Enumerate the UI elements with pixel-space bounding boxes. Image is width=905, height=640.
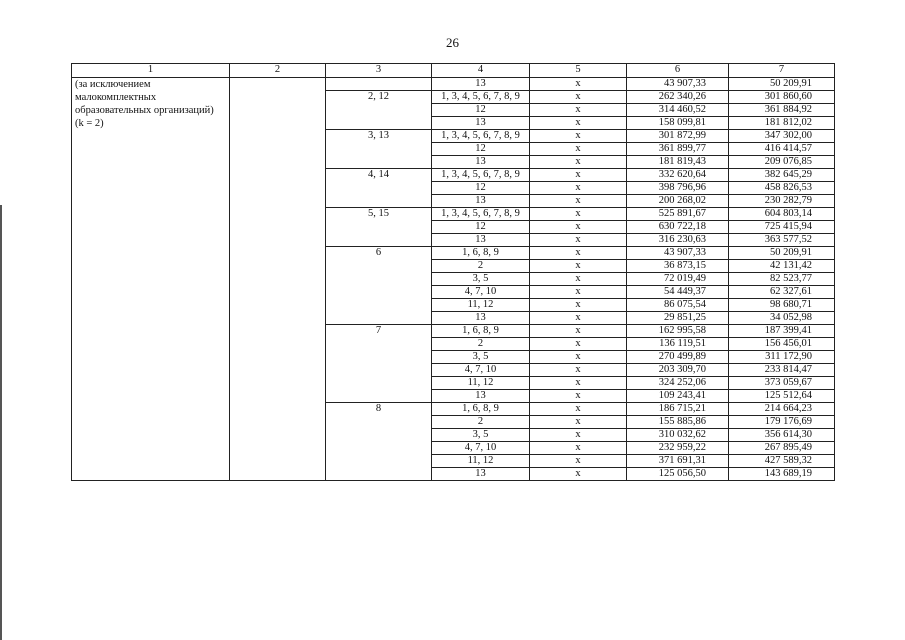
value-col6-cell: 361 899,77 — [627, 143, 729, 156]
marker-cell: х — [530, 429, 627, 442]
subgroup-code-cell: 13 — [432, 78, 530, 91]
value-col7-cell: 82 523,77 — [729, 273, 835, 286]
subgroup-code-cell: 4, 7, 10 — [432, 442, 530, 455]
data-table — [71, 63, 835, 481]
marker-cell: х — [530, 247, 627, 260]
subgroup-code-cell: 11, 12 — [432, 455, 530, 468]
subgroup-code-cell: 13 — [432, 390, 530, 403]
marker-cell: х — [530, 338, 627, 351]
subgroup-code-cell: 12 — [432, 104, 530, 117]
value-col7-cell: 50 209,91 — [729, 247, 835, 260]
value-col6-cell: 314 460,52 — [627, 104, 729, 117]
value-col6-cell: 332 620,64 — [627, 169, 729, 182]
value-col6-cell: 181 819,43 — [627, 156, 729, 169]
value-col6-cell: 232 959,22 — [627, 442, 729, 455]
subgroup-code-cell: 13 — [432, 468, 530, 481]
value-col7-cell: 427 589,32 — [729, 455, 835, 468]
value-col7-cell: 416 414,57 — [729, 143, 835, 156]
group-code-cell: 2, 12 — [326, 91, 432, 130]
header-cell-3: 3 — [326, 64, 432, 78]
value-col7-cell: 356 614,30 — [729, 429, 835, 442]
marker-cell: х — [530, 91, 627, 104]
value-col6-cell: 136 119,51 — [627, 338, 729, 351]
marker-cell: х — [530, 78, 627, 91]
header-cell-1: 1 — [72, 64, 230, 78]
value-col6-cell: 324 252,06 — [627, 377, 729, 390]
subgroup-code-cell: 4, 7, 10 — [432, 364, 530, 377]
value-col7-cell: 125 512,64 — [729, 390, 835, 403]
marker-cell: х — [530, 286, 627, 299]
marker-cell: х — [530, 169, 627, 182]
value-col6-cell: 630 722,18 — [627, 221, 729, 234]
marker-cell: х — [530, 104, 627, 117]
value-col6-cell: 310 032,62 — [627, 429, 729, 442]
category-description-cell: (за исключением малокомплектных образовательных организаций) (k = 2) — [72, 78, 230, 481]
value-col7-cell: 187 399,41 — [729, 325, 835, 338]
value-col6-cell: 36 873,15 — [627, 260, 729, 273]
subgroup-code-cell: 12 — [432, 182, 530, 195]
value-col6-cell: 54 449,37 — [627, 286, 729, 299]
value-col7-cell: 42 131,42 — [729, 260, 835, 273]
value-col6-cell: 43 907,33 — [627, 78, 729, 91]
page-number: 26 — [446, 35, 459, 50]
value-col7-cell: 347 302,00 — [729, 130, 835, 143]
value-col6-cell: 86 075,54 — [627, 299, 729, 312]
subgroup-code-cell: 11, 12 — [432, 299, 530, 312]
marker-cell: х — [530, 221, 627, 234]
value-col6-cell: 262 340,26 — [627, 91, 729, 104]
value-col6-cell: 316 230,63 — [627, 234, 729, 247]
marker-cell: х — [530, 416, 627, 429]
group-code-cell: 3, 13 — [326, 130, 432, 169]
subgroup-code-cell: 2 — [432, 338, 530, 351]
subgroup-code-cell: 1, 3, 4, 5, 6, 7, 8, 9 — [432, 130, 530, 143]
value-col7-cell: 34 052,98 — [729, 312, 835, 325]
subgroup-code-cell: 1, 6, 8, 9 — [432, 403, 530, 416]
value-col6-cell: 371 691,31 — [627, 455, 729, 468]
subgroup-code-cell: 2 — [432, 416, 530, 429]
value-col7-cell: 179 176,69 — [729, 416, 835, 429]
marker-cell: х — [530, 195, 627, 208]
marker-cell: х — [530, 143, 627, 156]
subgroup-code-cell: 1, 6, 8, 9 — [432, 325, 530, 338]
value-col6-cell: 200 268,02 — [627, 195, 729, 208]
marker-cell: х — [530, 130, 627, 143]
subgroup-code-cell: 12 — [432, 143, 530, 156]
value-col7-cell: 382 645,29 — [729, 169, 835, 182]
value-col6-cell: 398 796,96 — [627, 182, 729, 195]
value-col7-cell: 233 814,47 — [729, 364, 835, 377]
subgroup-code-cell: 3, 5 — [432, 273, 530, 286]
header-cell-2: 2 — [230, 64, 326, 78]
header-cell-6: 6 — [627, 64, 729, 78]
header-cell-4: 4 — [432, 64, 530, 78]
value-col6-cell: 158 099,81 — [627, 117, 729, 130]
header-cell-5: 5 — [530, 64, 627, 78]
marker-cell: х — [530, 260, 627, 273]
subgroup-code-cell: 1, 3, 4, 5, 6, 7, 8, 9 — [432, 169, 530, 182]
value-col6-cell: 155 885,86 — [627, 416, 729, 429]
value-col7-cell: 156 456,01 — [729, 338, 835, 351]
value-col7-cell: 373 059,67 — [729, 377, 835, 390]
subgroup-code-cell: 13 — [432, 117, 530, 130]
group-code-cell: 7 — [326, 325, 432, 403]
value-col6-cell: 203 309,70 — [627, 364, 729, 377]
value-col7-cell: 267 895,49 — [729, 442, 835, 455]
subgroup-code-cell: 13 — [432, 312, 530, 325]
group-code-cell — [326, 78, 432, 91]
value-col7-cell: 209 076,85 — [729, 156, 835, 169]
marker-cell: х — [530, 351, 627, 364]
subgroup-code-cell: 2 — [432, 260, 530, 273]
value-col6-cell: 43 907,33 — [627, 247, 729, 260]
value-col6-cell: 162 995,58 — [627, 325, 729, 338]
marker-cell: х — [530, 117, 627, 130]
group-code-cell: 6 — [326, 247, 432, 325]
value-col7-cell: 363 577,52 — [729, 234, 835, 247]
value-col7-cell: 214 664,23 — [729, 403, 835, 416]
value-col6-cell: 301 872,99 — [627, 130, 729, 143]
column-2-cell — [230, 78, 326, 481]
subgroup-code-cell: 13 — [432, 195, 530, 208]
marker-cell: х — [530, 273, 627, 286]
value-col7-cell: 311 172,90 — [729, 351, 835, 364]
subgroup-code-cell: 1, 6, 8, 9 — [432, 247, 530, 260]
marker-cell: х — [530, 182, 627, 195]
value-col7-cell: 604 803,14 — [729, 208, 835, 221]
value-col6-cell: 72 019,49 — [627, 273, 729, 286]
subgroup-code-cell: 1, 3, 4, 5, 6, 7, 8, 9 — [432, 91, 530, 104]
marker-cell: х — [530, 299, 627, 312]
marker-cell: х — [530, 455, 627, 468]
value-col7-cell: 230 282,79 — [729, 195, 835, 208]
value-col7-cell: 143 689,19 — [729, 468, 835, 481]
subgroup-code-cell: 4, 7, 10 — [432, 286, 530, 299]
value-col7-cell: 301 860,60 — [729, 91, 835, 104]
subgroup-code-cell: 12 — [432, 221, 530, 234]
subgroup-code-cell: 3, 5 — [432, 351, 530, 364]
marker-cell: х — [530, 156, 627, 169]
value-col7-cell: 62 327,61 — [729, 286, 835, 299]
value-col6-cell: 109 243,41 — [627, 390, 729, 403]
value-col7-cell: 725 415,94 — [729, 221, 835, 234]
marker-cell: х — [530, 442, 627, 455]
header-row — [72, 64, 835, 78]
value-col7-cell: 98 680,71 — [729, 299, 835, 312]
value-col7-cell: 361 884,92 — [729, 104, 835, 117]
group-code-cell: 4, 14 — [326, 169, 432, 208]
table-row — [72, 78, 835, 91]
header-cell-7: 7 — [729, 64, 835, 78]
value-col6-cell: 29 851,25 — [627, 312, 729, 325]
marker-cell: х — [530, 208, 627, 221]
subgroup-code-cell: 13 — [432, 234, 530, 247]
scan-edge-line — [0, 205, 2, 640]
marker-cell: х — [530, 390, 627, 403]
subgroup-code-cell: 3, 5 — [432, 429, 530, 442]
subgroup-code-cell: 1, 3, 4, 5, 6, 7, 8, 9 — [432, 208, 530, 221]
marker-cell: х — [530, 325, 627, 338]
marker-cell: х — [530, 403, 627, 416]
group-code-cell: 8 — [326, 403, 432, 481]
marker-cell: х — [530, 364, 627, 377]
value-col6-cell: 270 499,89 — [627, 351, 729, 364]
subgroup-code-cell: 13 — [432, 156, 530, 169]
value-col6-cell: 525 891,67 — [627, 208, 729, 221]
group-code-cell: 5, 15 — [326, 208, 432, 247]
value-col6-cell: 186 715,21 — [627, 403, 729, 416]
marker-cell: х — [530, 234, 627, 247]
marker-cell: х — [530, 468, 627, 481]
value-col7-cell: 50 209,91 — [729, 78, 835, 91]
subgroup-code-cell: 11, 12 — [432, 377, 530, 390]
value-col7-cell: 458 826,53 — [729, 182, 835, 195]
marker-cell: х — [530, 377, 627, 390]
marker-cell: х — [530, 312, 627, 325]
value-col6-cell: 125 056,50 — [627, 468, 729, 481]
value-col7-cell: 181 812,02 — [729, 117, 835, 130]
